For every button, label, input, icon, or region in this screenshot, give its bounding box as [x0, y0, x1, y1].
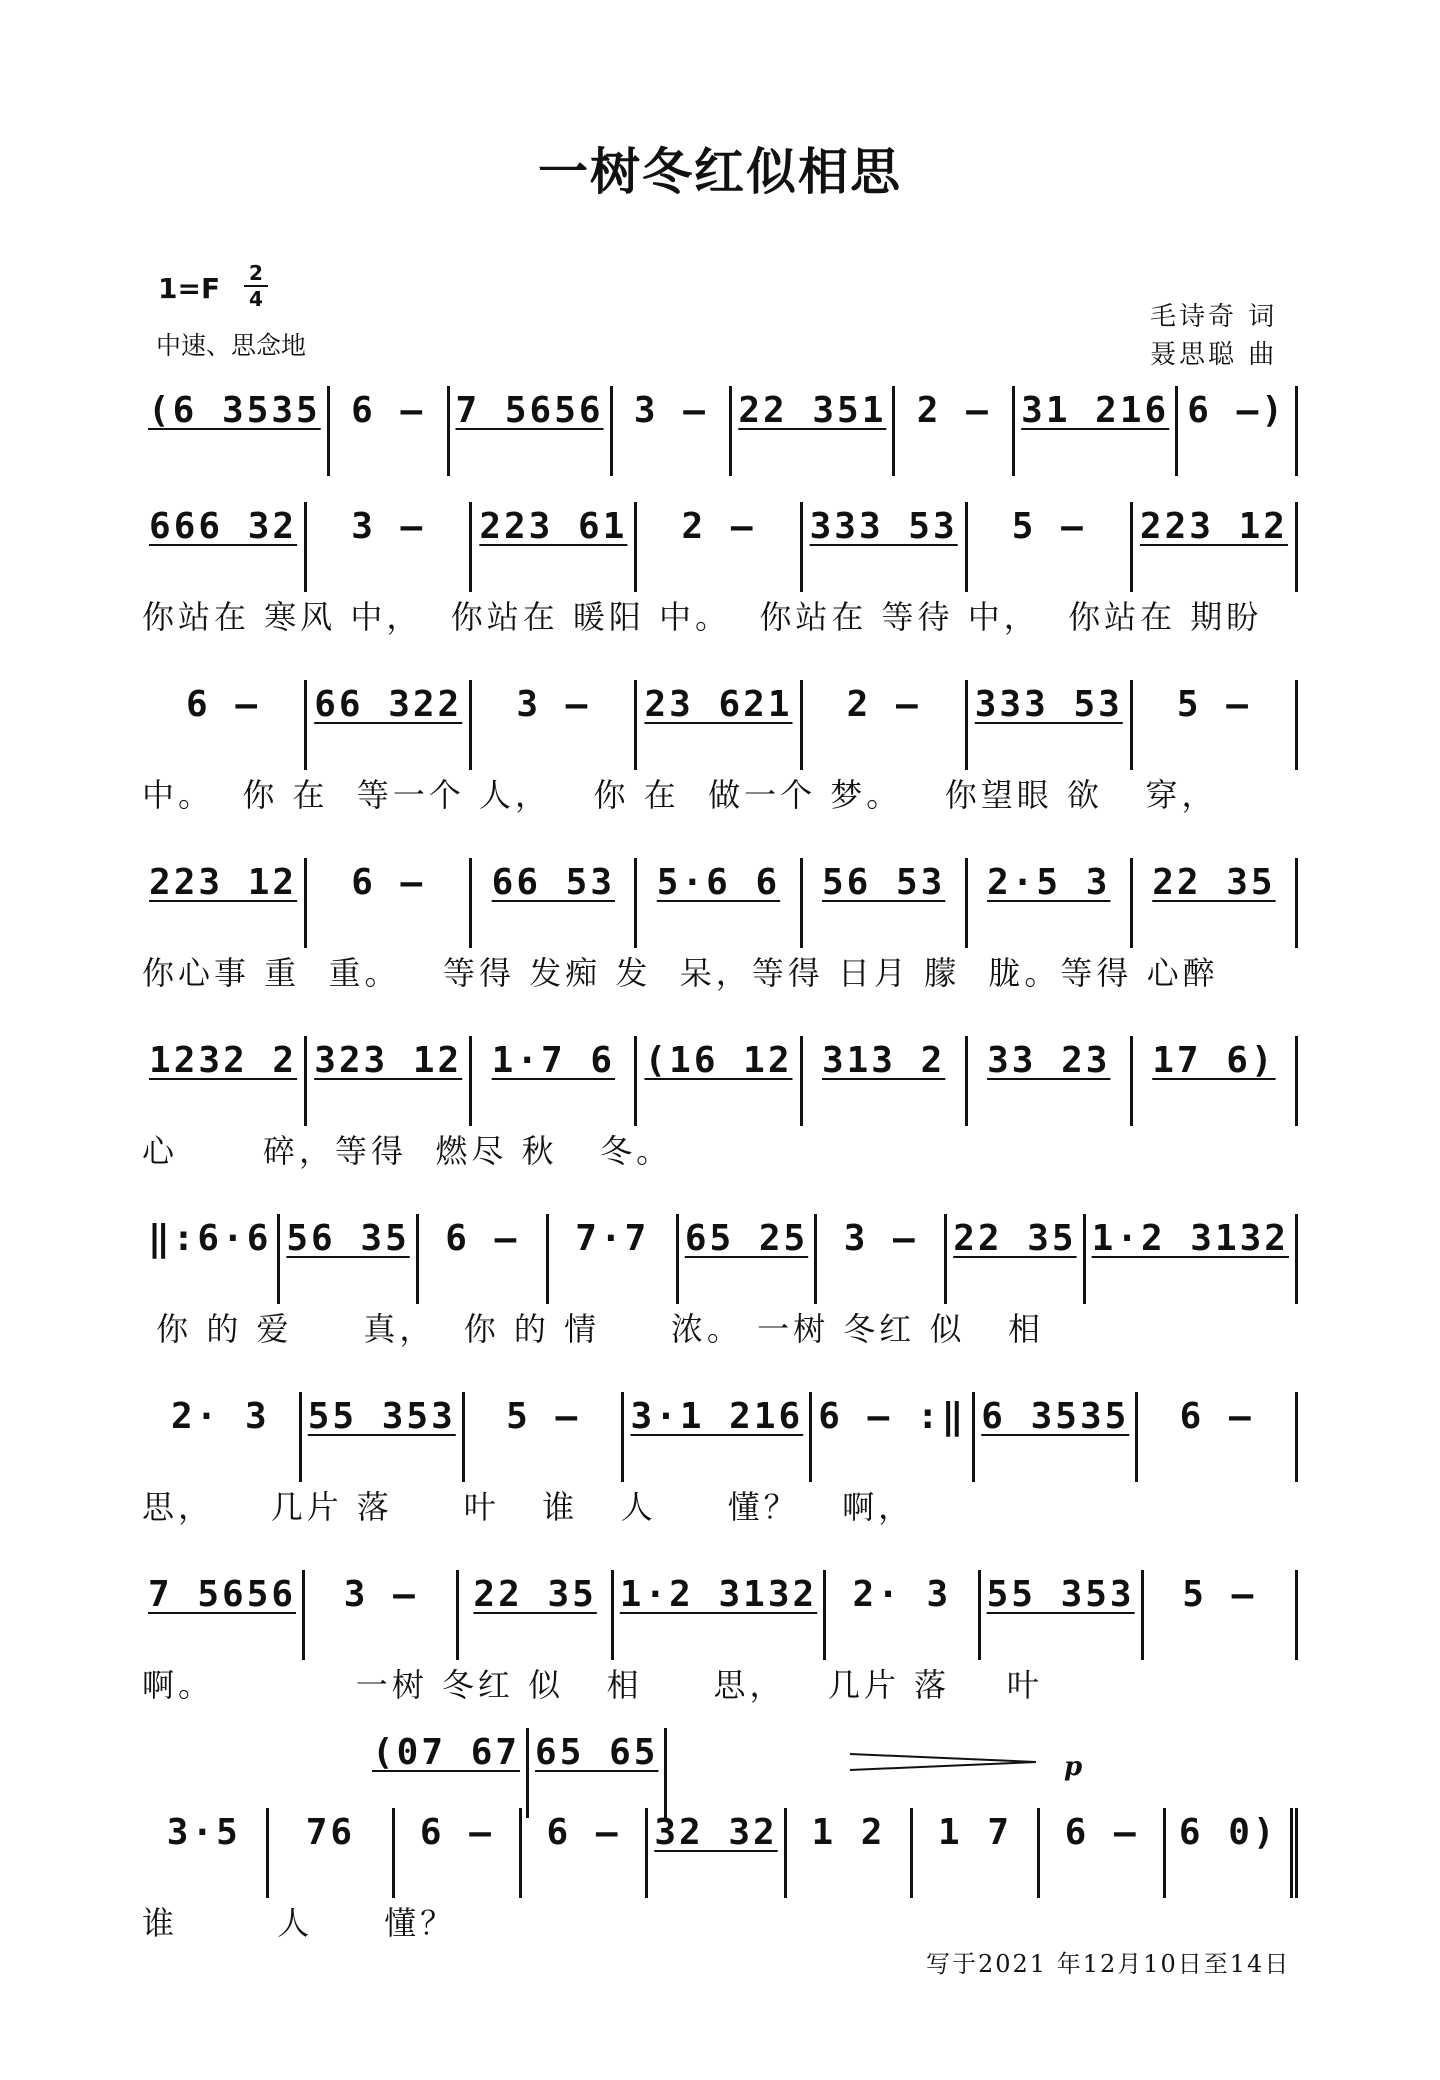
- measure: 5 –: [1133, 680, 1298, 770]
- lyric-line: 心 碎，等得 燃尽 秋 冬。: [142, 1132, 673, 1170]
- measure: 6 –: [522, 1808, 649, 1898]
- measure: ‖:6·6: [142, 1214, 280, 1304]
- measure: 1·2 3132: [1086, 1214, 1298, 1304]
- measure: 6 –: [330, 386, 450, 476]
- measure: 7·7: [549, 1214, 679, 1304]
- lyric-line: 你 的 爱 真， 你 的 情 浓。 一树 冬红 似 相: [142, 1310, 1044, 1348]
- measure: 76: [269, 1808, 396, 1898]
- decrescendo-hairpin: [848, 1752, 1038, 1772]
- measure: 3 –: [817, 1214, 947, 1304]
- ossia-line: [366, 1728, 659, 1818]
- measure: 33 23: [968, 1036, 1133, 1126]
- measure: 32 32: [648, 1808, 786, 1898]
- measure: 2 –: [895, 386, 1015, 476]
- measure: 3·5: [142, 1808, 269, 1898]
- measure: 65 65: [529, 1728, 667, 1818]
- score-system-3: [142, 680, 1298, 818]
- measure: 223 12: [142, 858, 307, 948]
- score-system-1: [142, 386, 1298, 476]
- score-system-5: [142, 1036, 1298, 1174]
- measure: 2· 3: [826, 1570, 980, 1660]
- score-system-4: [142, 858, 1298, 996]
- lyric-line: 中。 你 在 等一个 人， 你 在 做一个 梦。 你望眼 欲 穿，: [142, 776, 1218, 814]
- measure: 223 61: [472, 502, 637, 592]
- measure: 5 –: [1144, 1570, 1298, 1660]
- measure: 31 216: [1015, 386, 1178, 476]
- measure: 55 353: [981, 1570, 1144, 1660]
- score-system-7: [142, 1392, 1298, 1530]
- time-denominator: 4: [249, 287, 263, 311]
- measure: 2 –: [637, 502, 802, 592]
- measure: 333 53: [968, 680, 1133, 770]
- lyric-line: 思， 几片 落 叶 谁 人 懂？ 啊，: [142, 1488, 915, 1526]
- time-signature: [244, 262, 268, 310]
- tempo-marking: 中速、思念地: [156, 331, 307, 360]
- score-system-8: [142, 1570, 1298, 1708]
- measure: 3 –: [305, 1570, 459, 1660]
- time-numerator: 2: [249, 261, 263, 285]
- measure: 56 53: [803, 858, 968, 948]
- measure: 6 0): [1166, 1808, 1298, 1898]
- measure: 17 6): [1133, 1036, 1298, 1126]
- measure: 6 –: [419, 1214, 549, 1304]
- score-system-6: [142, 1214, 1298, 1352]
- measure: 22 35: [1133, 858, 1298, 948]
- measure: 5 –: [968, 502, 1133, 592]
- measure: (16 12: [637, 1036, 802, 1126]
- measure: 1 7: [913, 1808, 1040, 1898]
- measure: 1·7 6: [472, 1036, 637, 1126]
- measure: 22 35: [947, 1214, 1085, 1304]
- measure: 7 5656: [450, 386, 613, 476]
- measure: 55 353: [302, 1392, 465, 1482]
- measure: 1 2: [787, 1808, 914, 1898]
- lyric-line: 你心事 重 重。 等得 发痴 发 呆，等得 日月 朦 胧。等得 心醉: [142, 954, 1219, 992]
- lyric-line: 谁 人 懂？: [142, 1904, 457, 1942]
- measure: 7 5656: [142, 1570, 305, 1660]
- song-title: 一树冬红似相思: [538, 143, 902, 201]
- measure: 323 12: [307, 1036, 472, 1126]
- measure: 3·1 216: [624, 1392, 812, 1482]
- measure: 3 –: [613, 386, 733, 476]
- lyric-line: 啊。 一树 冬红 似 相 思， 几片 落 叶: [142, 1666, 1043, 1704]
- measure: 66 322: [307, 680, 472, 770]
- measure: 6 – :‖: [812, 1392, 975, 1482]
- measure: 56 35: [280, 1214, 418, 1304]
- measure: 6 –: [1040, 1808, 1167, 1898]
- measure: 66 53: [472, 858, 637, 948]
- measure: 1232 2: [142, 1036, 307, 1126]
- measure: 2· 3: [142, 1392, 302, 1482]
- measure: 22 35: [459, 1570, 613, 1660]
- measure: 5 –: [465, 1392, 625, 1482]
- measure: (07 67: [366, 1728, 529, 1818]
- key-signature: 1=F: [158, 272, 221, 305]
- lyric-line: 你站在 寒风 中， 你站在 暖阳 中。 你站在 等待 中， 你站在 期盼: [142, 598, 1263, 636]
- measure: (6 3535: [142, 386, 330, 476]
- measure: 1·2 3132: [614, 1570, 826, 1660]
- composer-credit: 聂思聪 曲: [1150, 340, 1278, 370]
- measure: 666 32: [142, 502, 307, 592]
- dynamic-marking: p: [1064, 1752, 1083, 1782]
- measure: 6 –: [142, 680, 307, 770]
- measure: 2 –: [803, 680, 968, 770]
- score-system-9: [142, 1808, 1298, 1946]
- measure: 333 53: [803, 502, 968, 592]
- measure: 2·5 3: [968, 858, 1133, 948]
- measure: 65 25: [679, 1214, 817, 1304]
- measure: 6 –): [1178, 386, 1298, 476]
- measure: 6 –: [307, 858, 472, 948]
- measure: 5·6 6: [637, 858, 802, 948]
- measure: 6 –: [395, 1808, 522, 1898]
- score-system-2: [142, 502, 1298, 640]
- measure: 3 –: [307, 502, 472, 592]
- measure: 22 351: [732, 386, 895, 476]
- measure: 3 –: [472, 680, 637, 770]
- lyricist-credit: 毛诗奇 词: [1150, 302, 1278, 332]
- measure: 313 2: [803, 1036, 968, 1126]
- measure: 6 3535: [975, 1392, 1138, 1482]
- composition-date: 写于2021 年12月10日至14日: [926, 1950, 1291, 1978]
- measure: 6 –: [1138, 1392, 1298, 1482]
- measure: 23 621: [637, 680, 802, 770]
- measure: 223 12: [1133, 502, 1298, 592]
